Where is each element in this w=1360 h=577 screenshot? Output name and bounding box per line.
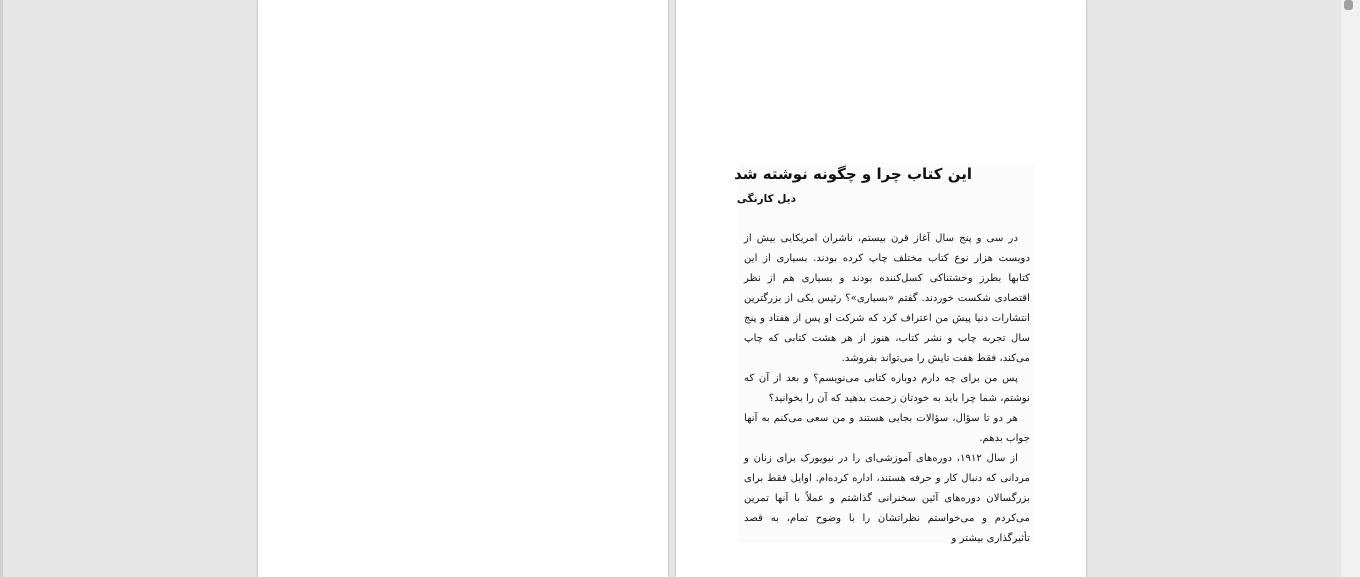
chapter-title: این کتاب چرا و چگونه نوشته شد <box>734 165 972 183</box>
scrollbar-thumb[interactable] <box>1344 0 1353 10</box>
viewer-left-edge <box>0 0 3 577</box>
body-text <box>744 229 1030 549</box>
paragraph: پس من برای چه دارم دوباره کتابی می‌نویسم؟ و بعد از آن که نوشتم، شما چرا باید به خودتان زحمت بدهید که آن را بخوانید؟ <box>744 373 1030 404</box>
paragraph: هر دو تا سؤال، سؤالات بجایی هستند و من سعی می‌کنم به آنها جواب بدهم. <box>744 413 1030 444</box>
paragraph: در سی و پنج سال آغاز قرن بیستم، ناشران امریکایی بیش از دویست هزار نوع کتاب مختلف چاپ کرده بودند. بسیاری از این کتابها بطرز وحشتناکی کسل‌کننده بودند و بسیاری هم از نظر اقتصادی شکست خوردند. گفتم «بسیاری»؟ رئیس یکی از بزرگترین انتشارات دنیا پیش من اعتراف کرد که شرکت او پس از هفتاد و پنج سال تجربه چاپ و نشر کتاب، هنوز از هر هشت کتابی که چاپ می‌کند، فقط هفت تایش را می‌تواند بفروشد. <box>744 233 1030 364</box>
author-name: دیل کارنگی <box>736 193 796 205</box>
page-left <box>258 0 668 577</box>
scanned-text-block <box>734 163 1034 544</box>
paragraph: از سال ۱۹۱۲، دوره‌های آموزشی‌ای را در نیویورک برای زنان و مردانی که دنبال کار و حرفه هستند، اداره کرده‌ام. اوایل فقط برای بزرگسالان دوره‌های آئین سخنرانی گذاشتم و عملاً با آنها تمرین می‌کردم و می‌خواستم نظراتشان را با وضوح تمام، به قصد تأثیرگذاری بیشتر و <box>744 453 1030 544</box>
vertical-scrollbar[interactable] <box>1341 0 1360 577</box>
page-right <box>676 0 1086 577</box>
